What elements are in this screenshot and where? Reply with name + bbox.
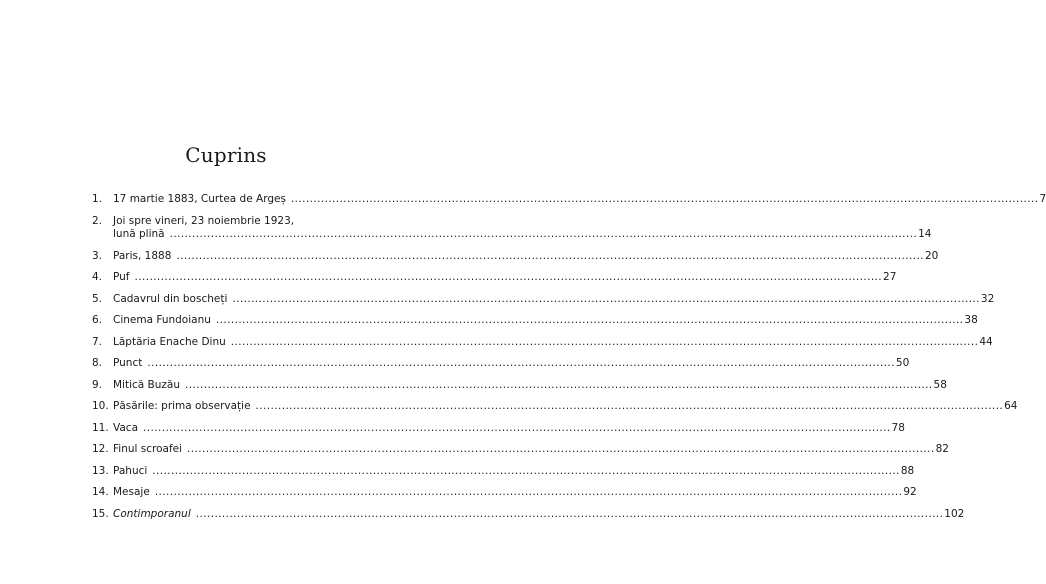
- toc-entry: [92, 378, 947, 393]
- toc-entry-line: [113, 507, 965, 522]
- toc-entry: [92, 292, 995, 307]
- toc-leader-dots: ........................................................................................................................................................................................................: [255, 400, 1004, 412]
- toc-entry: [92, 400, 1018, 414]
- toc-entry-number: 2.: [92, 214, 103, 227]
- toc-entry-page: 78: [891, 421, 905, 434]
- toc-entry-page: 88: [900, 464, 915, 477]
- toc-entry-title: 17 martie 1883, Curtea de Argeș: [113, 193, 286, 205]
- toc-entry-title: Cadavrul din boscheți: [113, 292, 228, 305]
- toc-entry: [92, 486, 917, 500]
- toc-entry-page: 27: [883, 271, 897, 283]
- toc-entry-title: Contimporanul: [113, 507, 191, 520]
- toc-entry-page: 14: [918, 228, 932, 240]
- toc-leader-dots: ........................................................................................................................................................................................................: [176, 249, 924, 262]
- toc-entry-page: 82: [935, 443, 949, 455]
- toc-leader-dots: ........................................................................................................................................................................................................: [232, 292, 980, 305]
- toc-entry-number: 1.: [92, 193, 103, 205]
- toc-entry-line: [113, 443, 949, 457]
- toc-entry: [92, 507, 965, 522]
- toc-entry-body: [113, 292, 995, 307]
- toc-entry-title: Finul scroafei: [113, 443, 183, 455]
- toc-entry: [92, 464, 915, 479]
- toc-entry-body: [113, 486, 917, 500]
- toc-entry-title-continued: lună plină: [113, 228, 165, 240]
- toc-leader-dots: ........................................................................................................................................................................................................: [195, 507, 944, 520]
- toc-entry-page: 38: [964, 314, 978, 326]
- toc-entry-title: Puf: [113, 271, 130, 283]
- toc-entry-page: 64: [1004, 400, 1018, 412]
- toc-entry-title: Vaca: [113, 421, 139, 434]
- toc-leader-dots: ........................................................................................................................................................................................................: [187, 443, 935, 455]
- toc-entry-body: [113, 507, 965, 522]
- toc-entry-line: [113, 486, 917, 500]
- toc-entry-line: [113, 215, 356, 229]
- toc-entry-body: [113, 249, 939, 264]
- toc-entry: [92, 193, 1046, 207]
- toc-entry-number: 9.: [92, 378, 103, 391]
- toc-entry-number: 3.: [92, 249, 103, 262]
- toc-entry-body: [113, 464, 915, 479]
- toc-entry-page: 7: [1039, 193, 1046, 205]
- page-title: Cuprins: [185, 143, 267, 167]
- toc-entry-page: 44: [979, 335, 993, 348]
- toc-entry-number: 14.: [92, 486, 109, 498]
- toc-entry: [92, 443, 949, 457]
- toc-entry-body: [113, 214, 932, 242]
- toc-entry-line: [113, 271, 897, 285]
- toc-entry-number: 5.: [92, 292, 103, 305]
- toc-entry-number: 10.: [92, 400, 109, 412]
- toc-entry-body: [113, 443, 949, 457]
- toc-leader-dots: ........................................................................................................................................................................................................: [230, 335, 979, 348]
- toc-entry-line: [113, 400, 1018, 414]
- toc-entry-body: [113, 421, 905, 436]
- toc-entry-body: [113, 400, 1018, 414]
- toc-entry: [92, 357, 910, 371]
- toc-entry-line: [113, 335, 993, 350]
- toc-entry-title: Păsările: prima observație: [113, 400, 251, 412]
- toc-entry-number: 13.: [92, 464, 109, 477]
- toc-leader-dots: ........................................................................................................................................................................................................: [154, 486, 903, 498]
- toc-entry-title: Pahuci: [113, 464, 148, 477]
- toc-entry-number: 12.: [92, 443, 109, 455]
- toc-entry-page: 20: [924, 249, 939, 262]
- toc-entry-body: [113, 335, 993, 350]
- toc-leader-dots: ........................................................................................................................................................................................................: [169, 228, 918, 240]
- toc-entry-number: 11.: [92, 421, 109, 434]
- toc-entry-line: [113, 193, 1046, 207]
- toc-entry-title: Mitică Buzău: [113, 378, 181, 391]
- toc-leader-dots: ........................................................................................................................................................................................................: [147, 357, 895, 369]
- toc-entry-page: 50: [895, 357, 910, 369]
- toc-entry-number: 7.: [92, 335, 103, 348]
- toc-entry-line: [113, 249, 939, 264]
- toc-entry-number: 8.: [92, 357, 103, 369]
- toc-entry-line: [113, 464, 915, 479]
- toc-leader-dots: ........................................................................................................................................................................................................: [134, 271, 883, 283]
- toc-entry-title: Lăptăria Enache Dinu: [113, 335, 226, 348]
- toc-entry: [92, 214, 932, 242]
- toc-entry-number: 4.: [92, 271, 103, 283]
- toc-entry: [92, 314, 978, 328]
- toc-leader-dots: ........................................................................................................................................................................................................: [215, 314, 964, 326]
- toc-entry-body: [113, 357, 910, 371]
- toc-entry: [92, 421, 905, 436]
- toc-entry-page: 92: [903, 486, 917, 498]
- toc-entry-title: Cinema Fundoianu: [113, 314, 211, 326]
- toc-leader-dots: ........................................................................................................................................................................................................: [185, 378, 933, 391]
- toc-entry-line: [113, 378, 947, 393]
- toc-entry-line: [113, 357, 910, 371]
- toc-entry: [92, 249, 939, 264]
- toc-entry-body: [113, 378, 947, 393]
- toc-entry-page: 102: [944, 507, 965, 520]
- toc-entry-line: [113, 228, 932, 242]
- toc-entry: [92, 271, 897, 285]
- toc-entry-page: 58: [933, 378, 947, 391]
- toc-entry-body: [113, 314, 978, 328]
- table-of-contents: [92, 193, 1046, 529]
- toc-entry-line: [113, 314, 978, 328]
- toc-entry-number: 15.: [92, 507, 109, 520]
- toc-entry-title: Paris, 1888: [113, 249, 172, 262]
- toc-entry-number: 6.: [92, 314, 103, 326]
- toc-entry-body: [113, 271, 897, 285]
- toc-entry-title: Joi spre vineri, 23 noiembrie 1923,: [113, 214, 295, 227]
- toc-leader-dots: ........................................................................................................................................................................................................: [143, 421, 891, 434]
- toc-entry-title: Mesaje: [113, 486, 150, 498]
- toc-entry: [92, 335, 993, 350]
- toc-entry-line: [113, 421, 905, 436]
- toc-leader-dots: ........................................................................................................................................................................................................: [290, 193, 1039, 205]
- toc-entry-line: [113, 292, 995, 307]
- toc-entry-body: [113, 193, 1046, 207]
- toc-entry-page: 32: [980, 292, 995, 305]
- toc-entry-title: Punct: [113, 357, 143, 369]
- toc-leader-dots: ........................................................................................................................................................................................................: [152, 464, 900, 477]
